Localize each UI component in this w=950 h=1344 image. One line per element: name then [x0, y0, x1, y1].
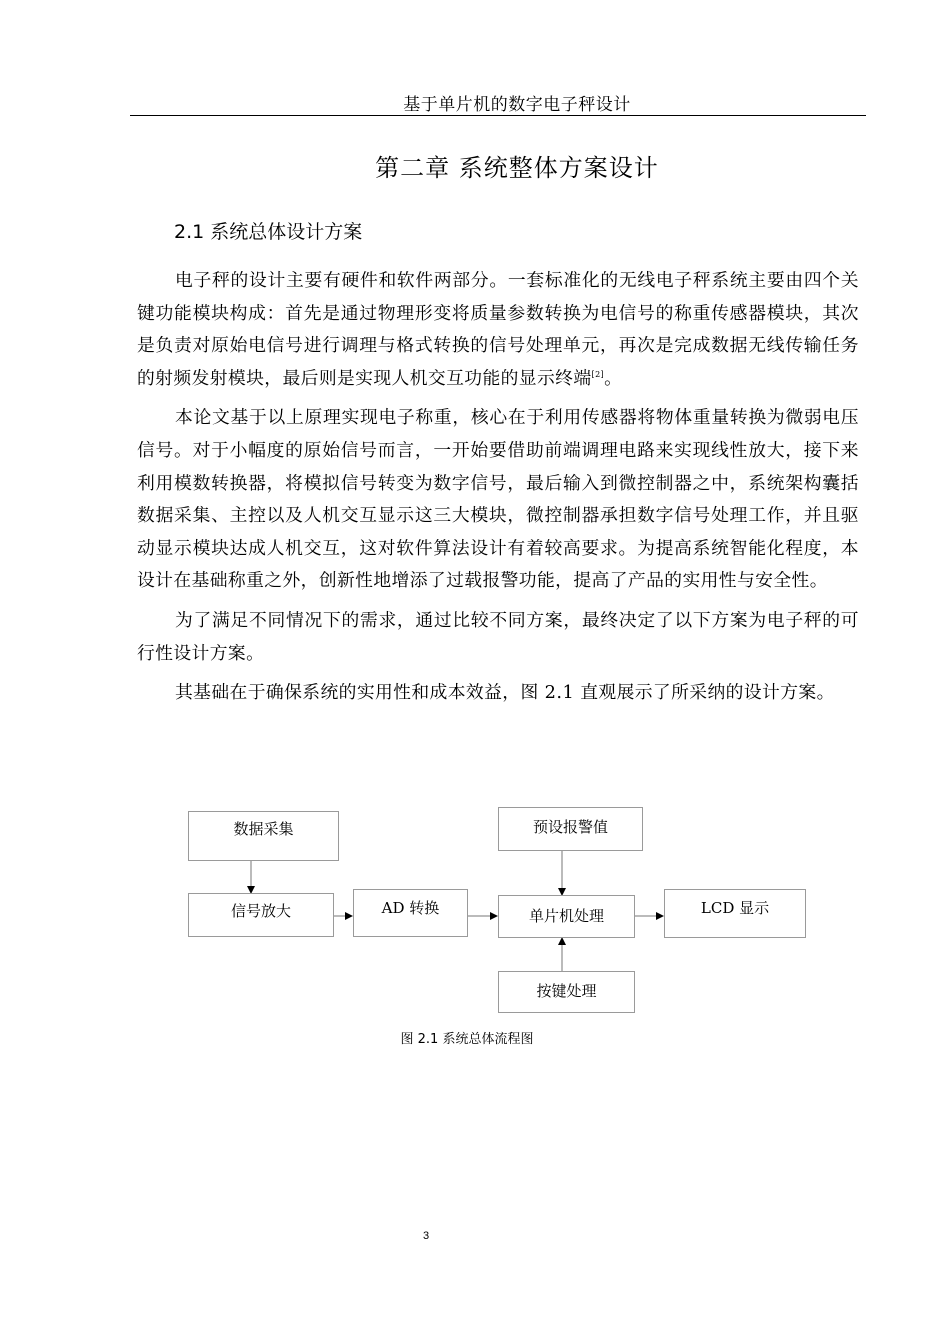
box-alarm-preset: 预设报警值 — [498, 807, 643, 851]
paragraph-3: 为了满足不同情况下的需求，通过比较不同方案，最终决定了以下方案为电子秤的可行性设计方案。 — [137, 609, 859, 664]
box-signal-amplify: 信号放大 — [188, 893, 334, 937]
page-number: 3 — [422, 1230, 430, 1242]
paragraph-1-end: 。 — [604, 367, 623, 389]
box-ad-convert: AD 转换 — [353, 889, 468, 937]
figure-caption: 图 2.1 系统总体流程图 — [400, 1032, 534, 1047]
running-header: 基于单片机的数字电子秤设计 — [403, 95, 631, 115]
box-key-process: 按键处理 — [498, 971, 635, 1013]
section-title: 2.1 系统总体设计方案 — [174, 221, 363, 243]
box-data-acquisition: 数据采集 — [188, 811, 339, 861]
citation-ref[interactable]: [2] — [591, 369, 605, 379]
box-lcd-display: LCD 显示 — [664, 889, 806, 938]
paragraph-2: 本论文基于以上原理实现电子称重，核心在于利用传感器将物体重量转换为微弱电压信号。对于小幅度的原始信号而言，一开始要借助前端调理电路来实现线性放大，接下来利用模数转换器，将模拟信号转变为数字信号，最后输入到微控制器之中，系统架构囊括数据采集、主控以及人机交互显示这三大模块，微控制器承担数字信号处理工作，并且驱动显示模块达成人机交互，这对软件算法设计有着较高要求。为提高系统智能化程度，本设计在基础称重之外，创新性地增添了过载报警功能，提高了产品的实用性与安全性。 — [137, 407, 859, 592]
chapter-title: 第二章 系统整体方案设计 — [375, 154, 659, 182]
paragraph-4: 其基础在于确保系统的实用性和成本效益，图 2.1 直观展示了所采纳的设计方案。 — [175, 682, 835, 704]
paragraph-1-text: 电子秤的设计主要有硬件和软件两部分。一套标准化的无线电子秤系统主要由四个关键功能模块构成：首先是通过物理形变将质量参数转换为电信号的称重传感器模块，其次是负责对原始电信号进行调理与格式转换的信号处理单元，再次是完成数据无线传输任务的射频发射模块，最后则是实现人机交互功能的显示终端 — [137, 270, 859, 389]
box-mcu-process: 单片机处理 — [498, 895, 635, 938]
